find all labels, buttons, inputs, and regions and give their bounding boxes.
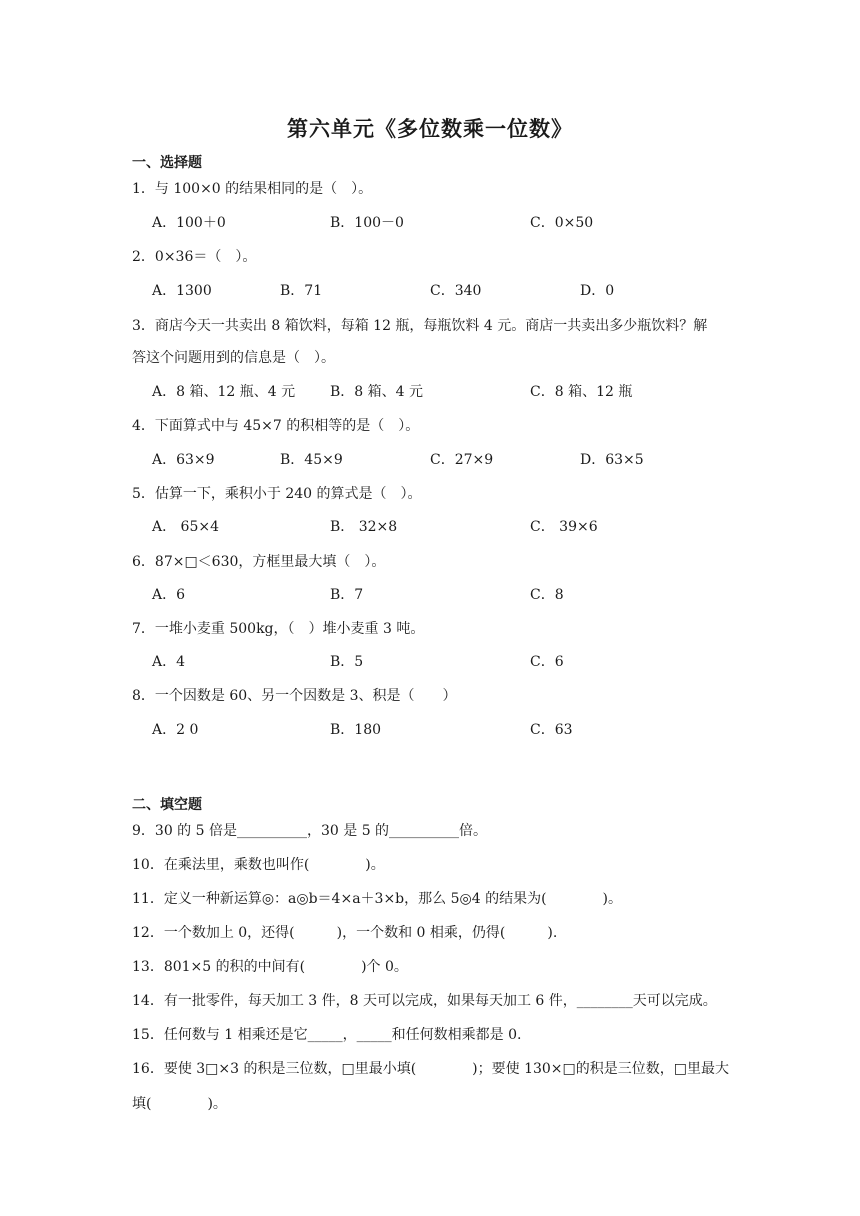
- q4-option-d: D．63×5: [580, 452, 644, 468]
- q4-option-c: C．27×9: [430, 452, 494, 468]
- q1-option-c: C．0×50: [530, 215, 594, 231]
- question-8: 8．一个因数是 60、另一个因数是 3、积是（ ）: [132, 688, 457, 704]
- q6-option-b: B．7: [330, 587, 364, 603]
- section-heading-fill: 二、填空题: [132, 797, 202, 813]
- question-3-line-1: 3．商店今天一共卖出 8 箱饮料，每箱 12 瓶，每瓶饮料 4 元。商店一共卖出多少瓶饮料？解: [132, 318, 708, 334]
- q2-option-c: C．340: [430, 283, 482, 299]
- question-5: 5．估算一下，乘积小于 240 的算式是（ ）。: [132, 486, 422, 502]
- question-4: 4．下面算式中与 45×7 的积相等的是（ ）。: [132, 418, 420, 434]
- question-3-line-2: 答这个问题用到的信息是（ ）。: [132, 350, 335, 366]
- q7-option-c: C．6: [530, 654, 564, 670]
- q4-option-a: A．63×9: [152, 452, 215, 468]
- question-6: 6．87×□＜630，方框里最大填（ ）。: [132, 554, 386, 570]
- question-15: 15．任何数与 1 相乘还是它_____，_____和任何数相乘都是 0.: [132, 1027, 522, 1043]
- question-12: 12．一个数加上 0，还得( )，一个数和 0 相乘，仍得( ).: [132, 925, 558, 941]
- q8-option-c: C．63: [530, 722, 573, 738]
- q8-option-b: B．180: [330, 722, 382, 738]
- question-9: 9．30 的 5 倍是__________，30 是 5 的__________倍。: [132, 823, 488, 839]
- q8-option-a: A．2 0: [152, 722, 199, 738]
- question-10: 10．在乘法里，乘数也叫作( )。: [132, 857, 385, 873]
- q2-option-d: D．0: [580, 283, 615, 299]
- question-1: 1．与 100×0 的结果相同的是（ ）。: [132, 181, 373, 197]
- q2-option-a: A．1300: [152, 283, 212, 299]
- q2-option-b: B．71: [280, 283, 323, 299]
- q5-option-a: A． 65×4: [152, 519, 220, 535]
- q5-option-b: B． 32×8: [330, 519, 398, 535]
- question-2: 2．0×36＝（ ）。: [132, 249, 257, 265]
- q1-option-b: B．100－0: [330, 215, 404, 231]
- q7-option-b: B．5: [330, 654, 364, 670]
- q1-option-a: A．100＋0: [152, 215, 226, 231]
- page-title: 第六单元《多位数乘一位数》: [287, 117, 573, 141]
- q3-option-a: A．8 箱、12 瓶、4 元: [152, 384, 296, 400]
- q5-option-c: C． 39×6: [530, 519, 598, 535]
- section-heading-choice: 一、选择题: [132, 155, 202, 171]
- question-7: 7．一堆小麦重 500kg，（ ）堆小麦重 3 吨。: [132, 621, 425, 637]
- question-16-line-1: 16．要使 3□×3 的积是三位数，□里最小填( )；要使 130×□的积是三位数，□里最大: [132, 1061, 729, 1077]
- q3-option-c: C．8 箱、12 瓶: [530, 384, 633, 400]
- question-13: 13．801×5 的积的中间有( )个 0。: [132, 959, 408, 975]
- question-11: 11．定义一种新运算◎：a◎b＝4×a＋3×b，那么 5◎4 的结果为( )。: [132, 891, 622, 907]
- question-16-line-2: 填( )。: [132, 1096, 227, 1112]
- question-14: 14．有一批零件，每天加工 3 件，8 天可以完成，如果每天加工 6 件，________天可以完成。: [132, 993, 717, 1009]
- q6-option-a: A．6: [152, 587, 186, 603]
- q4-option-b: B．45×9: [280, 452, 343, 468]
- q3-option-b: B．8 箱、4 元: [330, 384, 424, 400]
- q6-option-c: C．8: [530, 587, 564, 603]
- q7-option-a: A．4: [152, 654, 186, 670]
